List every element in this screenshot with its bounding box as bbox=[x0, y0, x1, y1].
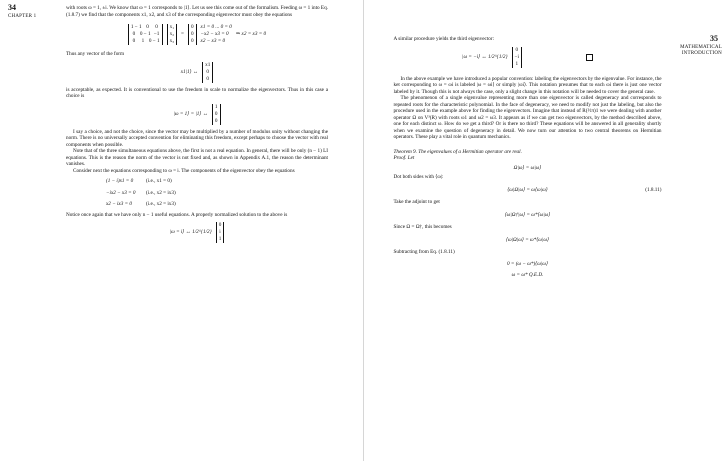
page-number: 34 bbox=[8, 3, 16, 12]
equation-number: (1.8.11) bbox=[645, 186, 662, 193]
paragraph: The phenomenon of a single eigenvalue representing more than one eigenvector is called degeneracy and corresponds to repeated roots for the characteristic polynomial. In the face of degeneracy, we need to modify not just the labeling, but also the procedure used in the example above for finding the eigenvectors. Imagine that instead of R(½π)1 we were dealing with another operator Ω on V³(R) with roots ω1 and ω2 = ω3. It appears as if we can get two eigenvectors, by the method described above, one for each distinct ω. How do we get a third? Or is there no third? These equations will be answered in all generality shortly when we examine the question of degeneracy in detail. We now turn our attention to two central theorems on Hermitian operators. These play a vital role in quantum mechanics. bbox=[393, 95, 662, 140]
paragraph: Notice once again that we have only n − 1 useful equations. A properly normalized solution to the above is bbox=[66, 211, 288, 218]
numbered-equation: ⟨ω|Ω|ω⟩ = ω⟨ω|ω⟩ (1.8.11) bbox=[507, 186, 662, 193]
matrix-equation-1: 1 − 1 0 0 0 0 − 1 −1 0 1 0 − 1 x₁ x₂ x₃ = 0 0 0 x1 = 0 ... 0 = 0 −x2 − x3 = 0 x2 − x3 = 0 ⇒ x2 = x3 = 0 bbox=[66, 24, 328, 45]
similar-text: A similar procedure yields the third eigenvector: bbox=[393, 36, 495, 42]
equation: ⟨ω|Ω†|ω⟩ = ω*⟨ω|ω⟩ bbox=[504, 211, 551, 218]
text-line: Take the adjoint to get bbox=[393, 199, 440, 205]
eq1-result: ⇒ x2 = x3 = 0 bbox=[235, 31, 267, 38]
proof-label: Proof. Let bbox=[393, 155, 415, 161]
thus-any-text: Thus any vector of the form bbox=[66, 51, 125, 57]
paragraph: Consider next the equations corresponding to ω = i. The components of the eigenvector obey the equations bbox=[73, 167, 295, 174]
end-of-example-icon bbox=[586, 54, 593, 61]
theorem: Theorem 9. The eigenvalues of a Hermitian operator are real. bbox=[393, 148, 522, 155]
right-page bbox=[364, 0, 726, 461]
eq1-line: x1 = 0 ... 0 = 0 bbox=[200, 24, 232, 30]
equation: ⟨ω|Ω|ω⟩ = ω*⟨ω|ω⟩ bbox=[505, 236, 550, 243]
intro-paragraph: with roots ω = 1, ±i. We know that ω = 1 corresponds to |1⟩. Let us see this come out of the formalism. Feeding ω = 1 into Eq. (1.8.7) we find that the components x1, x2, and x3 of the corresponding eigenvector must obey the equations bbox=[66, 5, 328, 18]
paragraph: In the above example we have introduced a popular convention: labeling the eigenvectors by the eigenvalue. For instance, the ket corresponding to ω = ωi is labeled |ω = ωi⟩ or simply |ωi⟩. This notation presumes that to each ωi there is just one vector labeled by it. Though this is not always the case, only a slight change in this notation will be needed to cover the general case. bbox=[393, 75, 662, 95]
zero-vector: 0 0 0 bbox=[188, 24, 197, 45]
text-line: Dot both sides with ⟨ω|: bbox=[393, 174, 444, 180]
choice-vector: 1 0 0 bbox=[212, 104, 221, 125]
page-number: 35 bbox=[710, 34, 718, 43]
acceptable-paragraph: is acceptable, as expected. It is conventional to use the freedom in scale to normalize the eigenvectors. Thus in this case a choice is bbox=[66, 86, 328, 99]
final-vector: 0 i 1 bbox=[216, 222, 225, 243]
final-equation: |ω = i⟩ ↔ 1/2^{1/2} 0 i 1 bbox=[66, 222, 328, 243]
right-column bbox=[394, 36, 662, 282]
equation: ω = ω* Q.E.D. bbox=[511, 272, 544, 278]
equation: Ω|ω⟩ = ω|ω⟩ bbox=[513, 164, 542, 171]
coefficient-matrix: 1 − 1 0 0 0 0 − 1 −1 0 1 0 − 1 bbox=[128, 24, 163, 45]
paragraph: I say a choice, and not the choice, since the vector may be multiplied by a number of modulus unity without changing the norm. There is no universally accepted convention for eliminating this freedom, except perhaps to choose the vector with real components when possible. bbox=[66, 128, 328, 148]
equation: 0 = (ω − ω*)⟨ω|ω⟩ bbox=[507, 260, 548, 267]
third-vector: 0 −i 1 bbox=[512, 47, 522, 68]
equation-list: (1 − i)x1 = 0 (i.e., x1 = 0) −ix2 − x3 = 0 (i.e., x2 = ix3) x2 − ix3 = 0 (i.e., x2 = ix3) bbox=[106, 178, 176, 207]
third-eigenvector-equation: |ω = −i⟩ ↔ 1/2^{1/2} 0 −i 1 bbox=[394, 47, 662, 68]
unknown-vector: x₁ x₂ x₃ bbox=[167, 24, 177, 45]
chapter-label: MATHEMATICAL INTRODUCTION bbox=[680, 45, 722, 56]
text-line: Since Ω = Ω†, this becomes bbox=[393, 224, 452, 230]
form-vector: x1 0 0 bbox=[202, 62, 213, 83]
text-line: Subtracting from Eq. (1.8.11) bbox=[393, 249, 455, 255]
eq1-line: −x2 − x3 = 0 bbox=[200, 31, 229, 37]
paragraph: Note that of the three simultaneous equations above, the first is not a real equation. In general, there will be only (n − 1) LI equations. This is the reason the norm of the vector is not fixed and, as shown in Appendix A.1, the reason the determinant vanishes. bbox=[66, 148, 328, 167]
left-column bbox=[66, 5, 328, 247]
eq1-line: x2 − x3 = 0 bbox=[200, 38, 226, 44]
form-equation: x1|1⟩ ↔ x1 0 0 bbox=[66, 62, 328, 83]
choice-equation: |ω = 1⟩ = |1⟩ ↔ 1 0 0 bbox=[66, 104, 328, 125]
chapter-label: CHAPTER 1 bbox=[8, 14, 37, 19]
